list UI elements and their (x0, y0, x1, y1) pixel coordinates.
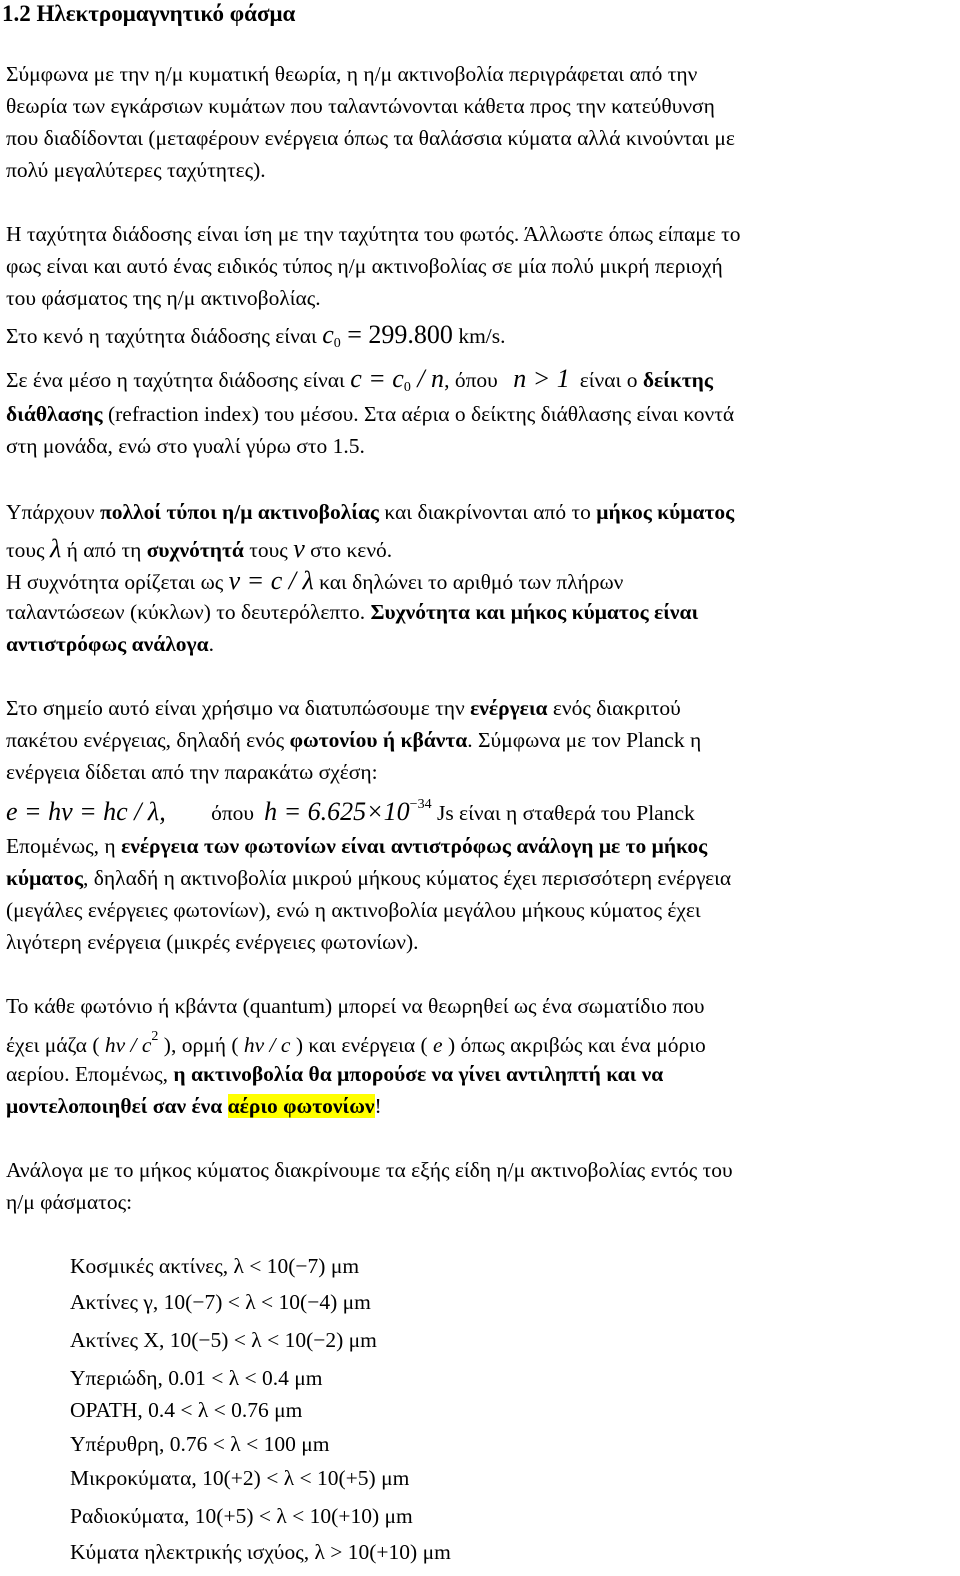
text-line: στη μονάδα, ενώ στο γυαλί γύρω στο 1.5. (6, 434, 365, 458)
bold-term: ενέργεια (470, 696, 548, 720)
text-span: ) όπως ακριβώς και ένα μόριο (442, 1033, 706, 1057)
text-span: Η συχνότητα ορίζεται ως (6, 570, 229, 594)
formula: n > 1 (513, 364, 570, 393)
formula-subscript: 0 (403, 380, 411, 395)
symbol-nu: ν (293, 534, 305, 563)
text-span: Υπάρχουν (6, 500, 100, 524)
formula: e (433, 1033, 443, 1057)
formula: hν / c (243, 1033, 291, 1057)
text-span: ενός διακριτού (547, 696, 681, 720)
text-line (6, 502, 734, 524)
text-span: (refraction index) του μέσου. Στα αέρια ο δείκτης διάθλασης είναι κοντά (102, 402, 735, 426)
text-line (6, 1096, 382, 1118)
exponent: −34 (409, 797, 432, 812)
text-line: Το κάθε φωτόνιο ή κβάντα (quantum) μπορεί να θεωρηθεί ως ένα σωματίδιο που (6, 994, 705, 1018)
text-span: έχει μάζα ( (6, 1033, 105, 1057)
text-span: ) και ενέργεια ( (290, 1033, 434, 1057)
text-span: στο κενό. (304, 538, 393, 562)
text-span: Σε ένα μέσο η ταχύτητα διάδοσης είναι (6, 368, 345, 392)
formula-value: = 299.800 (340, 320, 453, 349)
text-line: φως είναι και αυτό ένας ειδικός τύπος η/μ ακτινοβολίας σε μία πολύ μικρή περιοχή (6, 254, 723, 278)
text-span: τους (243, 538, 294, 562)
symbol-lambda: λ (49, 534, 62, 563)
text-line: του φάσματος της η/μ ακτινοβολίας. (6, 286, 321, 310)
list-item: Υπέρυθρη, 0.76 < λ < 100 μm (70, 1432, 330, 1456)
vacuum-speed-line (6, 322, 506, 351)
bold-term: αντιστρόφως ανάλογα (6, 632, 209, 656)
text-line: Η ταχύτητα διάδοσης είναι ίση με την ταχύτητα του φωτός. Άλλωστε όπως είπαμε το (6, 222, 741, 246)
formula-subscript: 0 (333, 336, 341, 351)
bold-term: δείκτης (642, 368, 713, 392)
section-title: 1.2 Ηλεκτρομαγνητικό φάσμα (2, 1, 296, 26)
text-line: (μεγάλες ενέργειες φωτονίων), ενώ η ακτινοβολία μεγάλου μήκους κύματος έχει (6, 898, 701, 922)
list-item: Ακτίνες γ, 10(−7) < λ < 10(−4) μm (70, 1290, 371, 1314)
list-item: Ακτίνες Χ, 10(−5) < λ < 10(−2) μm (70, 1328, 377, 1352)
text-line: που διαδίδονται (μεταφέρουν ενέργεια όπως τα θαλάσσια κύματα αλλά κινούνται με (6, 126, 735, 150)
bold-term: κύματος (6, 866, 84, 890)
text-line (6, 1064, 663, 1086)
formula: h = 6.625×10 (264, 797, 410, 826)
exponent: 2 (151, 1029, 159, 1044)
formula: hν / c (104, 1033, 152, 1057)
bold-term: διάθλασης (6, 402, 103, 426)
text-span: αερίου. Επομένως, (6, 1062, 174, 1086)
text-line (6, 730, 701, 752)
text-line (6, 568, 623, 594)
list-item: Υπεριώδη, 0.01 < λ < 0.4 μm (70, 1366, 323, 1390)
formula: / n (410, 364, 445, 393)
text-span: . Σύμφωνα με τον Planck η (467, 728, 702, 752)
text-line: ενέργεια δίδεται από την παρακάτω σχέση: (6, 760, 378, 784)
formula-c: c (322, 320, 334, 349)
text-line: Σύμφωνα με την η/μ κυματική θεωρία, η η/μ ακτινοβολία περιγράφεται από την (6, 62, 698, 86)
bold-term: φωτονίου ή κβάντα (289, 728, 468, 752)
formula: ν = c / λ (228, 566, 314, 595)
list-item: Ραδιοκύματα, 10(+5) < λ < 10(+10) μm (70, 1504, 413, 1528)
bold-term: Συχνότητα και μήκος κύματος είναι (370, 600, 699, 624)
text-span: . (208, 632, 214, 656)
text-line (6, 698, 681, 720)
text-line (6, 1030, 706, 1057)
list-item: ΟΡΑΤΗ, 0.4 < λ < 0.76 μm (70, 1398, 303, 1422)
formula: e = hν = hc / λ, (6, 797, 166, 826)
text-line (6, 602, 698, 624)
text-line (6, 536, 392, 562)
text-line: λιγότερη ενέργεια (μικρές ενέργειες φωτονίων). (6, 930, 419, 954)
text-span: ή από τη (61, 538, 147, 562)
text-line: Ανάλογα με το μήκος κύματος διακρίνουμε τα εξής είδη η/μ ακτινοβολίας εντός του (6, 1158, 733, 1182)
text-line (6, 404, 734, 426)
text-line: θεωρία των εγκάρσιων κυμάτων που ταλαντώνονται κάθετα προς την κατεύθυνση (6, 94, 715, 118)
formula: c = c (350, 364, 404, 393)
text-span: Js είναι η σταθερά του Planck (431, 801, 695, 825)
unit: km/s. (452, 324, 506, 348)
text-span: και δηλώνει το αριθμό των πλήρων (313, 570, 624, 594)
list-item: Μικροκύματα, 10(+2) < λ < 10(+5) μm (70, 1466, 410, 1490)
text-span: Στο σημείο αυτό είναι χρήσιμο να διατυπώσουμε την (6, 696, 471, 720)
text-span: όπου (211, 801, 255, 825)
text-span: Επομένως, η (6, 834, 122, 858)
highlighted-term: αέριο φωτονίων (227, 1094, 375, 1118)
bold-term: ενέργεια των φωτονίων είναι αντιστρόφως ανάλογη με το μήκος (121, 834, 708, 858)
text-span: και διακρίνονται από το (379, 500, 597, 524)
planck-formula-line (6, 798, 695, 825)
list-item: Κύματα ηλεκτρικής ισχύος, λ > 10(+10) μm (70, 1540, 451, 1564)
bold-term: μήκος κύματος (596, 500, 735, 524)
text-line: πολύ μεγαλύτερες ταχύτητες). (6, 158, 266, 182)
text-span: τους (6, 538, 50, 562)
text-span: ), ορμή ( (158, 1033, 244, 1057)
text-line (6, 634, 214, 656)
bold-term: η ακτινοβολία θα μπορούσε να γίνει αντιληπτή και να (173, 1062, 664, 1086)
text-span: είναι ο (579, 368, 638, 392)
bold-term: πολλοί τύποι η/μ ακτινοβολίας (99, 500, 380, 524)
text-span: , δηλαδή η ακτινοβολία μικρού μήκους κύματος έχει περισσότερη ενέργεια (83, 866, 732, 890)
text-span: ταλαντώσεων (κύκλων) το δευτερόλεπτο. (6, 600, 371, 624)
text-line (6, 868, 731, 890)
text-span: , όπου (444, 368, 498, 392)
text-line (6, 836, 707, 858)
medium-speed-line (6, 366, 713, 395)
text-line: η/μ φάσματος: (6, 1190, 133, 1214)
list-item: Κοσμικές ακτίνες, λ < 10(−7) μm (70, 1254, 360, 1278)
text-span: πακέτου ενέργειας, δηλαδή ενός (6, 728, 290, 752)
bold-term: συχνότητά (146, 538, 244, 562)
text-span: ! (374, 1094, 382, 1118)
bold-term: μοντελοποιηθεί σαν ένα (6, 1094, 228, 1118)
vacuum-text: Στο κενό η ταχύτητα διάδοσης είναι (6, 324, 317, 348)
